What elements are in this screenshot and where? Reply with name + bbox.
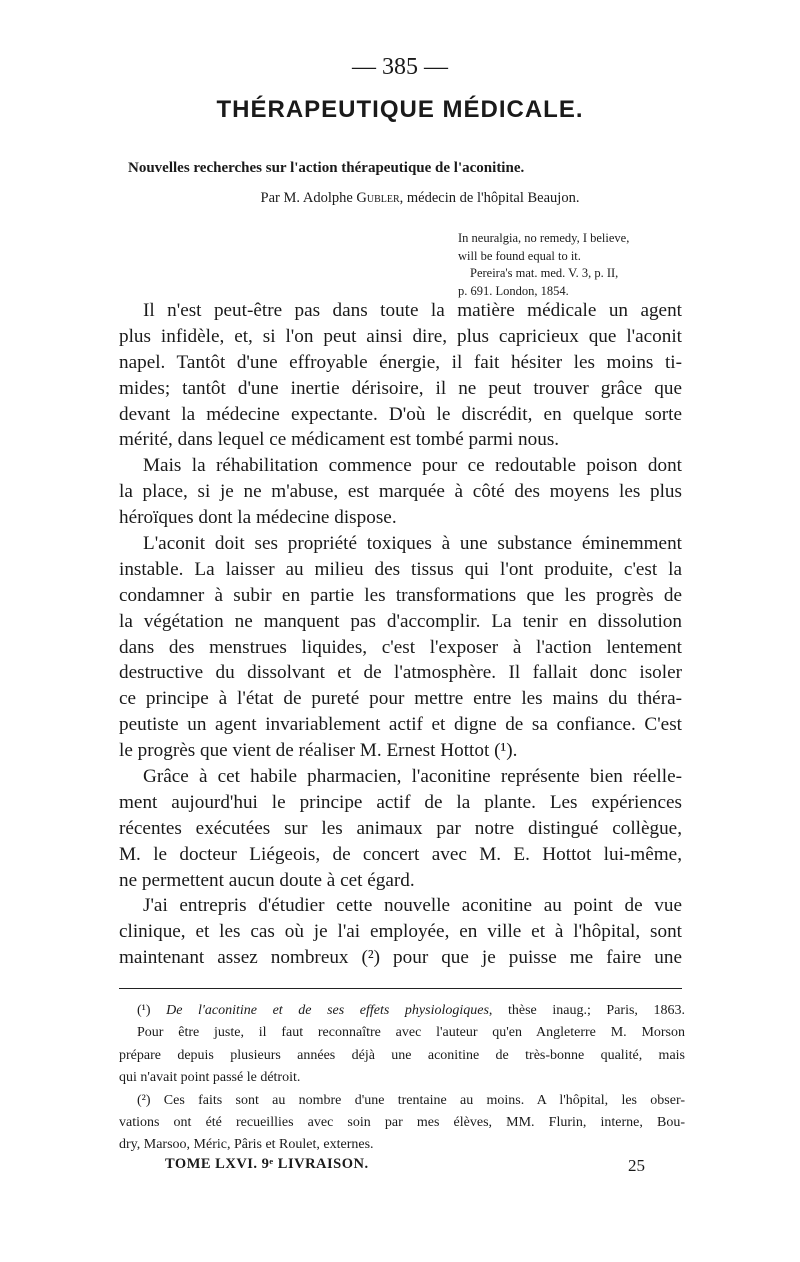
footnote-line: Pour être juste, il faut reconnaître avec l'auteur qu'en Angleterre M. Morson [137,1025,685,1041]
page-number: — 385 — [352,54,448,80]
body-line: destructive du dissolvant et de l'atmosphère. Il fallait donc isoler [119,662,682,684]
author-prefix: Par M. Adolphe [260,190,353,206]
body-line: mides; tantôt d'une inertie dérisoire, il ne peut trouver grâce que [119,377,682,399]
footnote-1-heading [119,1000,685,1022]
body-line: la végétation ne manquent pas d'accomplir. La tenir en dissolution [119,610,682,632]
epigraph [458,230,708,300]
body-line: héroïques dont la médecine dispose. [119,507,397,529]
footnote-1-rest: , thèse inaug.; Paris, 1863. [488,1003,686,1018]
body-line: L'aconit doit ses propriété toxiques à une substance éminemment [143,533,682,555]
body-line: plus infidèle, et, si l'on peut ainsi dire, plus capricieux que l'aconit [119,325,682,347]
epigraph-line: will be found equal to it. [458,248,581,263]
article-title: Nouvelles recherches sur l'action thérapeutique de l'aconitine. [128,160,525,176]
footnote-line: qui n'avait point passé le détroit. [119,1070,301,1086]
body-line: ment aujourd'hui le principe actif de la plante. Les expériences [119,791,682,813]
body-line: ce principe à l'état de pureté pour mettre entre les mains du théra- [119,688,682,710]
footnote-line: (²) Ces faits sont au nombre d'une trentaine au moins. A l'hôpital, les obser- [137,1092,685,1108]
body-line: Mais la réhabilitation commence pour ce redoutable poison dont [143,455,682,477]
signature-mark: TOME LXVI. 9ᵉ LIVRAISON. [165,1156,369,1172]
footnote-separator [119,988,682,989]
body-line: clinique, et les cas où je l'ai employée, en ville et à l'hôpital, sont [119,921,682,943]
epigraph-line: Pereira's mat. med. V. 3, p. II, [470,266,619,280]
body-line: condamner à subir en partie les transformations que les progrès de [119,584,682,606]
body-line: M. le docteur Liégeois, de concert avec M. E. Hottot lui-même, [119,843,682,865]
section-title: THÉRAPEUTIQUE MÉDICALE. [216,96,584,123]
epigraph-line: p. 691. London, 1854. [458,283,569,298]
body-line: napel. Tantôt d'une effroyable énergie, il fait hésiter les moins ti- [119,351,682,373]
body-line: récentes exécutées sur les animaux par notre distingué collègue, [119,817,682,839]
body-line: Grâce à cet habile pharmacien, l'aconitine représente bien réelle- [143,766,682,788]
body-line: ne permettent aucun doute à cet égard. [119,869,415,891]
body-line: Il n'est peut-être pas dans toute la matière médicale un agent [143,300,682,321]
body-text [119,298,682,971]
body-line: maintenant assez nombreux (²) pour que je puisse me faire une [119,947,682,969]
body-line: J'ai entrepris d'étudier cette nouvelle aconitine au point de vue [143,895,682,917]
body-line: mérité, dans lequel ce médicament est tombé parmi nous. [119,429,560,451]
footnote-1-title: De l'aconitine et de ses effets physiologiques [166,1003,489,1018]
footnote-line: prépare depuis plusieurs années déjà une aconitine de très-bonne qualité, mais [119,1047,685,1063]
body-line: peutiste un agent invariablement actif et digne de sa confiance. C'est [119,714,682,736]
author-line [0,190,800,207]
body-line: le progrès que vient de réaliser M. Ernest Hottot (¹). [119,740,518,762]
footnote-line: dry, Marsoo, Méric, Pâris et Roulet, externes. [119,1137,374,1153]
signature-number: 25 [628,1156,645,1175]
body-line: la place, si je ne m'abuse, est marquée à côté des moyens les plus [119,481,682,503]
author-suffix: , médecin de l'hôpital Beaujon. [399,190,580,206]
footnote-1-mark: (¹) [137,1003,151,1018]
epigraph-line: In neuralgia, no remedy, I believe, [458,231,630,245]
author-name: Gubler [356,190,400,206]
body-line: devant la médecine expectante. D'où le discrédit, en quelque sorte [119,403,682,425]
body-line: instable. La laisser au milieu des tissus qui l'ont produite, c'est la [119,558,682,580]
body-line: dans des menstrues liquides, c'est l'exposer à l'action lentement [119,636,682,658]
footnotes [119,1000,685,1157]
footnote-line: vations ont été recueillies avec soin par mes élèves, MM. Flurin, interne, Bou- [119,1115,685,1131]
